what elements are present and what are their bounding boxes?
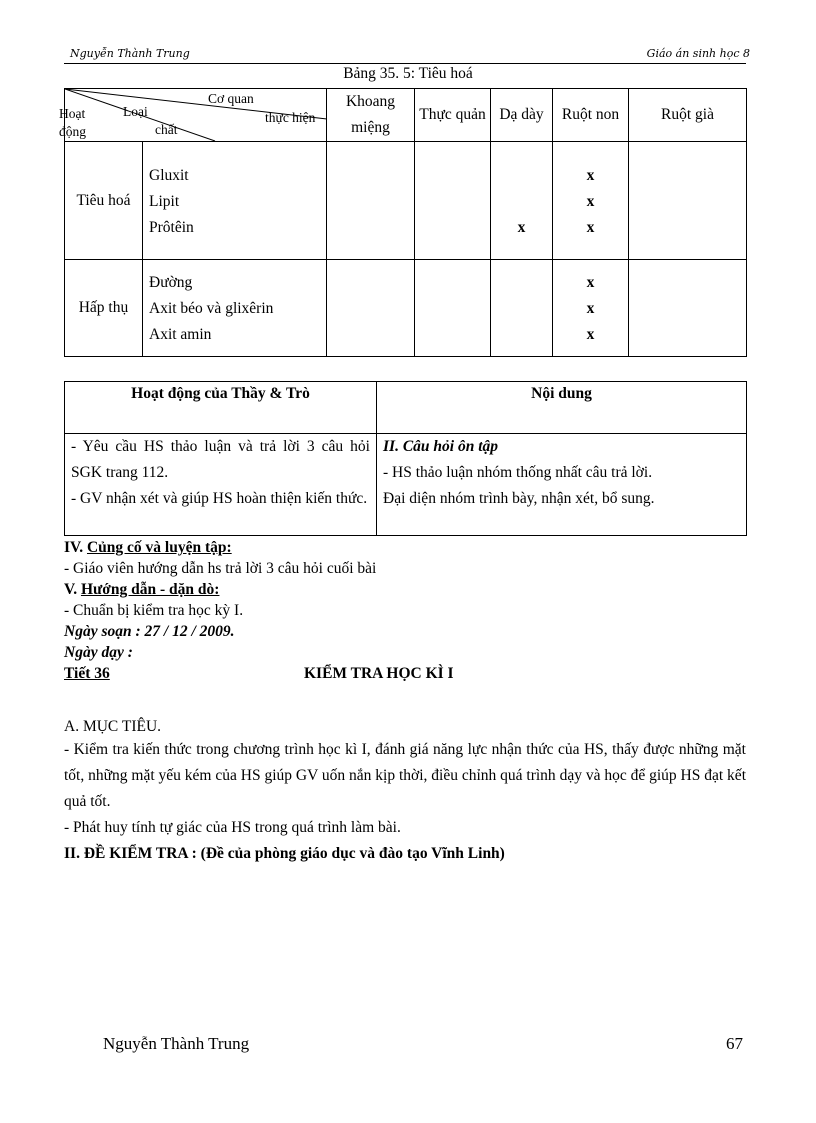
col-header-activity: Hoạt động của Thầy & Trò: [65, 382, 377, 434]
section-v-title: Hướng dẫn - dặn dò:: [80, 581, 220, 598]
review-title: II. Câu hỏi ôn tập: [383, 438, 499, 455]
lesson-title: KIỂM TRA HỌC KÌ I: [304, 665, 454, 682]
section-a: [64, 716, 746, 867]
corner-label-activity2: động: [59, 124, 86, 139]
section-a-p1: - Kiểm tra kiến thức trong chương trình học kì I, đánh giá năng lực nhận thức của HS, thấy được những mặt tốt, những mặt yếu kém của HS giúp GV uốn nắn kịp thời, điều chỉnh quá trình dạy và học để giúp HS đạt kết quả tốt.: [64, 741, 746, 810]
section-ii-title: II. ĐỀ KIỂM TRA : (Đề của phòng giáo dục và đào tạo Vĩnh Linh): [64, 845, 505, 862]
col-header-stomach: Dạ dày: [491, 89, 553, 142]
row-label-digestion: Tiêu hoá: [65, 142, 143, 260]
section-iv-title: Củng cố và luyện tập:: [86, 539, 232, 556]
mark: x: [586, 167, 595, 184]
header-subject: Giáo án sinh học 8: [646, 47, 750, 60]
date-taught: Ngày dạy :: [64, 644, 133, 661]
section-v-line: - Chuẩn bị kiểm tra học kỳ I.: [64, 602, 244, 619]
section-v-num: V.: [64, 581, 78, 598]
corner-label-activity1: Hoạt: [59, 106, 86, 121]
diagonal-corner-cell: [59, 89, 327, 142]
section-iv: [64, 537, 754, 684]
activity-table: [64, 381, 747, 536]
lesson-number: Tiết 36: [64, 665, 110, 682]
cell-stomach: [491, 142, 553, 260]
corner-label-type: Loại: [123, 104, 148, 119]
cell-small-intestine: [553, 142, 629, 260]
activity-line: - GV nhận xét và giúp HS hoàn thiện kiến thức.: [71, 490, 368, 507]
table-row: [65, 142, 747, 260]
col-header-esophagus: Thực quản: [415, 89, 491, 142]
cell-small-intestine: [553, 260, 629, 357]
list-item: Axit amin: [149, 326, 212, 343]
mark: x: [586, 193, 595, 210]
cell-large-intestine: [629, 142, 747, 260]
corner-label-organ: Cơ quan: [208, 91, 254, 106]
col-header-mouth: Khoang miệng: [327, 89, 415, 142]
row-items: [143, 142, 327, 260]
table-row: [65, 260, 747, 357]
row-items: [143, 260, 327, 357]
corner-label-perform: thực hiện: [265, 110, 316, 125]
digestion-table: [59, 88, 747, 357]
section-iv-line: - Giáo viên hướng dẫn hs trả lời 3 câu hỏi cuối bài: [64, 560, 377, 577]
activity-line: - Yêu cầu HS thảo luận và trả lời 3 câu hỏi SGK trang 112.: [71, 438, 370, 481]
lesson-line: [64, 663, 754, 684]
col-header-large-intestine: Ruột già: [629, 89, 747, 142]
mark: x: [586, 300, 595, 317]
cell-mouth: [327, 142, 415, 260]
cell-stomach: [491, 260, 553, 357]
content-cell: [377, 434, 747, 536]
mark: x: [517, 219, 526, 236]
mark: x: [586, 326, 595, 343]
content-line: Đại diện nhóm trình bày, nhận xét, bổ sung.: [383, 490, 655, 507]
activity-cell: [65, 434, 377, 536]
cell-large-intestine: [629, 260, 747, 357]
mark: x: [586, 274, 595, 291]
table1-header-row: [65, 89, 747, 142]
cell-esophagus: [415, 260, 491, 357]
date-prepared: Ngày soạn : 27 / 12 / 2009.: [64, 623, 235, 640]
cell-mouth: [327, 260, 415, 357]
header-author: Nguyễn Thành Trung: [70, 47, 190, 60]
list-item: Đường: [149, 274, 193, 291]
footer-author: Nguyễn Thành Trung: [103, 1034, 250, 1053]
section-a-title: A. MỤC TIÊU.: [64, 718, 162, 735]
page-number: 67: [726, 1034, 743, 1053]
list-item: Lipit: [149, 193, 180, 210]
col-header-small-intestine: Ruột non: [553, 89, 629, 142]
section-iv-num: IV.: [64, 539, 84, 556]
cell-esophagus: [415, 142, 491, 260]
mark: x: [586, 219, 595, 236]
col-header-content: Nội dung: [377, 382, 747, 434]
header-rule: [64, 63, 746, 64]
table1-caption: Bảng 35. 5: Tiêu hoá: [343, 65, 473, 82]
list-item: Prôtêin: [149, 219, 194, 236]
section-a-p2: - Phát huy tính tự giác của HS trong quá trình làm bài.: [64, 819, 401, 836]
list-item: Gluxit: [149, 167, 189, 184]
mark: [491, 163, 552, 189]
row-label-absorption: Hấp thụ: [65, 260, 143, 357]
list-item: Axit béo và glixêrin: [149, 300, 274, 317]
content-line: - HS thảo luận nhóm thống nhất câu trả lời.: [383, 464, 653, 481]
corner-label-substance: chất: [155, 122, 178, 137]
mark: [491, 189, 552, 215]
